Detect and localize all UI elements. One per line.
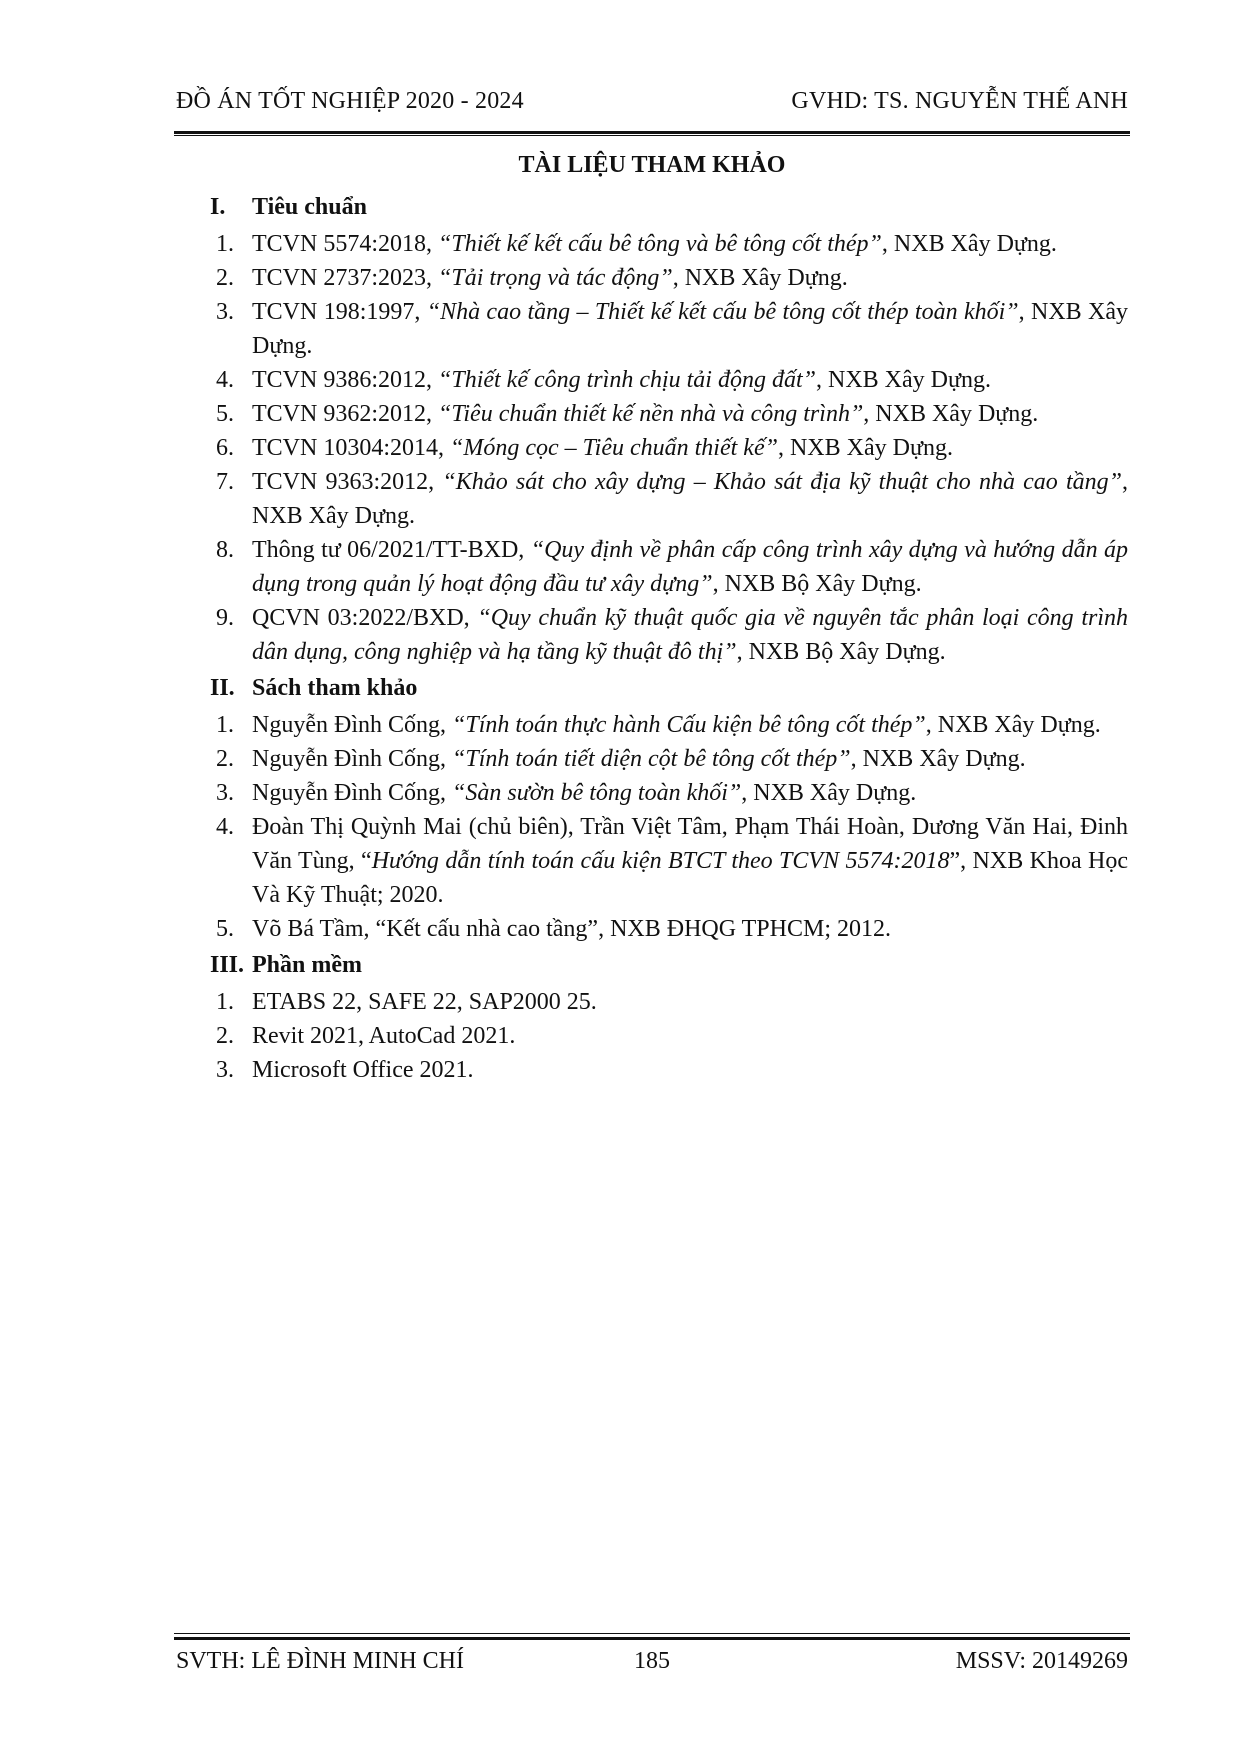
reference-item bbox=[176, 1019, 1128, 1053]
reference-text bbox=[252, 533, 1128, 601]
reference-publisher: , NXB Xây Dựng. bbox=[863, 401, 1039, 427]
reference-number: 3. bbox=[216, 780, 234, 806]
reference-publisher: , NXB Xây Dựng. bbox=[816, 367, 991, 393]
reference-title: “Tiêu chuẩn thiết kế nền nhà và công trình” bbox=[438, 401, 864, 427]
reference-item bbox=[176, 912, 1128, 946]
reference-number: 4. bbox=[216, 814, 234, 840]
header-advisor: GVHD: TS. NGUYỄN THẾ ANH bbox=[791, 88, 1128, 114]
reference-text bbox=[252, 742, 1128, 776]
page-header bbox=[176, 88, 1128, 115]
footer-student: SVTH: LÊ ĐÌNH MINH CHÍ bbox=[176, 1648, 464, 1674]
reference-title: “Tính toán thực hành Cấu kiện bê tông cốt thép” bbox=[452, 712, 926, 738]
reference-text bbox=[252, 431, 1128, 465]
reference-text bbox=[252, 985, 1128, 1019]
reference-author: Đoàn Thị Quỳnh Mai (chủ biên), Trần Việt Tâm, Phạm Thái Hoàn, Dương Văn Hai, Đinh Văn Tùng, “ bbox=[252, 814, 1128, 874]
page-number: 185 bbox=[634, 1648, 670, 1674]
reference-item bbox=[176, 601, 1128, 669]
reference-publisher: , NXB Xây Dựng. bbox=[741, 780, 917, 806]
footer-student-id: MSSV: 20149269 bbox=[955, 1648, 1128, 1674]
section-number: II. bbox=[210, 675, 235, 701]
reference-number: 6. bbox=[216, 435, 234, 461]
reference-title: “Sàn sườn bê tông toàn khối” bbox=[452, 780, 742, 806]
page-title: TÀI LIỆU THAM KHẢO bbox=[518, 152, 786, 178]
reference-publisher: , NXB Bộ Xây Dựng. bbox=[712, 571, 922, 597]
reference-number: 5. bbox=[216, 401, 234, 427]
reference-item bbox=[176, 1053, 1128, 1087]
reference-author: Võ Bá Tầm, “Kết cấu nhà cao tầng”, NXB ĐHQG TPHCM; 2012. bbox=[252, 916, 891, 942]
reference-author: TCVN 198:1997, bbox=[252, 299, 427, 325]
reference-item bbox=[176, 295, 1128, 363]
reference-text bbox=[252, 261, 1128, 295]
reference-publisher: , NXB Xây Dựng. bbox=[925, 712, 1101, 738]
reference-number: 2. bbox=[216, 265, 234, 291]
page-footer bbox=[176, 1648, 1128, 1675]
references-body bbox=[176, 148, 1128, 1087]
reference-number: 9. bbox=[216, 605, 234, 631]
reference-author: QCVN 03:2022/BXD, bbox=[252, 605, 478, 631]
section-heading bbox=[176, 190, 1128, 224]
reference-text bbox=[252, 1053, 1128, 1087]
reference-item bbox=[176, 465, 1128, 533]
reference-title: “Tính toán tiết diện cột bê tông cốt thép” bbox=[452, 746, 851, 772]
reference-title: “Móng cọc – Tiêu chuẩn thiết kế” bbox=[450, 435, 778, 461]
reference-text bbox=[252, 776, 1128, 810]
reference-title: “Khảo sát cho xây dựng – Khảo sát địa kỹ thuật cho nhà cao tầng” bbox=[442, 469, 1122, 495]
reference-number: 1. bbox=[216, 231, 234, 257]
header-rule bbox=[174, 131, 1130, 134]
reference-item bbox=[176, 708, 1128, 742]
reference-author: TCVN 9362:2012, bbox=[252, 401, 438, 427]
reference-item bbox=[176, 261, 1128, 295]
reference-text bbox=[252, 397, 1128, 431]
reference-author: Nguyễn Đình Cống, bbox=[252, 712, 452, 738]
reference-publisher: , NXB Xây Dựng. bbox=[881, 231, 1057, 257]
reference-author: TCVN 2737:2023, bbox=[252, 265, 438, 291]
reference-number: 5. bbox=[216, 916, 234, 942]
footer-rule bbox=[174, 1637, 1130, 1640]
reference-number: 3. bbox=[216, 299, 234, 325]
section-title: Sách tham khảo bbox=[252, 675, 418, 701]
reference-author: TCVN 10304:2014, bbox=[252, 435, 450, 461]
reference-text bbox=[252, 601, 1128, 669]
reference-author: TCVN 9386:2012, bbox=[252, 367, 438, 393]
reference-number: 7. bbox=[216, 469, 234, 495]
reference-text bbox=[252, 1019, 1128, 1053]
reference-publisher: , NXB Xây Dựng. bbox=[672, 265, 848, 291]
reference-text bbox=[252, 708, 1128, 742]
reference-publisher: ”, NXB Khoa Học Và Kỹ Thuật; 2020. bbox=[252, 848, 1128, 908]
reference-item bbox=[176, 810, 1128, 912]
reference-author: TCVN 9363:2012, bbox=[252, 469, 443, 495]
reference-title: “Quy chuẩn kỹ thuật quốc gia về nguyên tắc phân loại công trình dân dụng, công nghiệp và hạ tầng kỹ thuật đô thị” bbox=[252, 605, 1129, 665]
reference-publisher: , NXB Xây Dựng. bbox=[850, 746, 1026, 772]
reference-number: 2. bbox=[216, 746, 234, 772]
reference-author: ETABS 22, SAFE 22, SAP2000 25. bbox=[252, 989, 597, 1015]
reference-number: 8. bbox=[216, 537, 234, 563]
section-title: Phần mềm bbox=[252, 952, 362, 978]
reference-item bbox=[176, 363, 1128, 397]
reference-author: Nguyễn Đình Cống, bbox=[252, 746, 452, 772]
reference-number: 4. bbox=[216, 367, 234, 393]
reference-item bbox=[176, 985, 1128, 1019]
section-number: I. bbox=[210, 194, 226, 220]
reference-item bbox=[176, 742, 1128, 776]
reference-author: Microsoft Office 2021. bbox=[252, 1057, 474, 1083]
reference-item bbox=[176, 227, 1128, 261]
header-rule-thin bbox=[174, 135, 1130, 136]
reference-text bbox=[252, 363, 1128, 397]
reference-author: TCVN 5574:2018, bbox=[252, 231, 438, 257]
reference-title: “Quy định về phân cấp công trình xây dựng và hướng dẫn áp dụng trong quản lý hoạt động đầu tư xây dựng” bbox=[252, 537, 1128, 597]
section-heading bbox=[176, 948, 1128, 982]
reference-publisher: , NXB Xây Dựng. bbox=[777, 435, 953, 461]
reference-number: 2. bbox=[216, 1023, 234, 1049]
reference-text bbox=[252, 912, 1128, 946]
reference-publisher: , NXB Xây Dựng. bbox=[252, 469, 1128, 529]
reference-author: Nguyễn Đình Cống, bbox=[252, 780, 452, 806]
header-project-title: ĐỒ ÁN TỐT NGHIỆP 2020 - 2024 bbox=[176, 88, 524, 114]
reference-author: Thông tư 06/2021/TT-BXD, bbox=[252, 537, 531, 563]
reference-item bbox=[176, 397, 1128, 431]
reference-title: “Thiết kế công trình chịu tải động đất” bbox=[438, 367, 816, 393]
section-number: III. bbox=[210, 952, 245, 978]
reference-item bbox=[176, 431, 1128, 465]
reference-title: “Thiết kế kết cấu bê tông và bê tông cốt thép” bbox=[438, 231, 882, 257]
reference-title: “Tải trọng và tác động” bbox=[438, 265, 673, 291]
reference-text bbox=[252, 810, 1128, 912]
reference-number: 1. bbox=[216, 989, 234, 1015]
reference-publisher: , NXB Bộ Xây Dựng. bbox=[736, 639, 946, 665]
reference-number: 3. bbox=[216, 1057, 234, 1083]
reference-text bbox=[252, 465, 1128, 533]
reference-text bbox=[252, 227, 1128, 261]
reference-item bbox=[176, 533, 1128, 601]
reference-publisher: , NXB Xây Dựng. bbox=[252, 299, 1128, 359]
reference-title: Hướng dẫn tính toán cấu kiện BTCT theo TCVN 5574:2018 bbox=[371, 848, 950, 874]
footer-rule-thin bbox=[174, 1633, 1130, 1634]
reference-item bbox=[176, 776, 1128, 810]
reference-title: “Nhà cao tầng – Thiết kế kết cấu bê tông cốt thép toàn khối” bbox=[426, 299, 1019, 325]
reference-author: Revit 2021, AutoCad 2021. bbox=[252, 1023, 516, 1049]
section-heading bbox=[176, 671, 1128, 705]
reference-text bbox=[252, 295, 1128, 363]
section-title: Tiêu chuẩn bbox=[252, 194, 367, 220]
reference-number: 1. bbox=[216, 712, 234, 738]
